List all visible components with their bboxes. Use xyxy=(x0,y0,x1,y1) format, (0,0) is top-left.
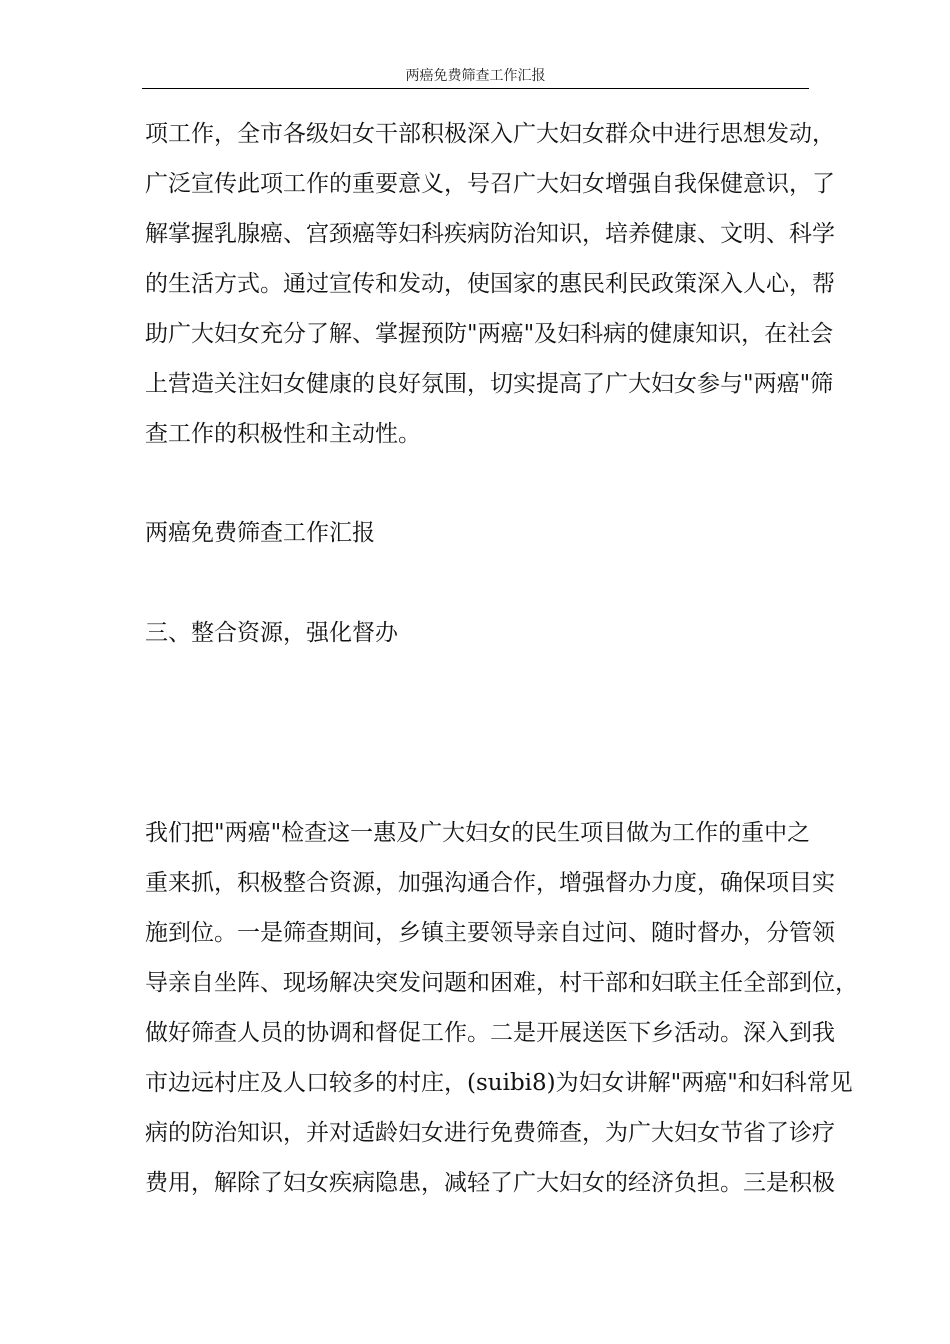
section-heading: 三、整合资源，强化督办 xyxy=(145,620,398,646)
paragraph-line: 助广大妇女充分了解、掌握预防"两癌"及妇科病的健康知识，在社会 xyxy=(145,321,834,347)
header-divider xyxy=(142,88,809,89)
paragraph-line: 解掌握乳腺癌、宫颈癌等妇科疾病防治知识，培养健康、文明、科学 xyxy=(145,221,835,247)
paragraph-line: 费用，解除了妇女疾病隐患，减轻了广大妇女的经济负担。三是积极 xyxy=(145,1170,835,1196)
paragraph-line: 市边远村庄及人口较多的村庄，(suibi8)为妇女讲解"两癌"和妇科常见 xyxy=(145,1070,853,1096)
paragraph-continuation xyxy=(145,109,835,459)
document-title: 两癌免费筛查工作汇报 xyxy=(145,520,375,546)
paragraph-line: 项工作，全市各级妇女干部积极深入广大妇女群众中进行思想发动， xyxy=(145,121,835,147)
paragraph-line: 我们把"两癌"检查这一惠及广大妇女的民生项目做为工作的重中之 xyxy=(145,820,811,846)
paragraph-line: 导亲自坐阵、现场解决突发问题和困难，村干部和妇联主任全部到位， xyxy=(145,970,858,996)
paragraph-line: 病的防治知识，并对适龄妇女进行免费筛查，为广大妇女节省了诊疗 xyxy=(145,1120,835,1146)
paragraph-line: 查工作的积极性和主动性。 xyxy=(145,421,421,447)
paragraph-line: 的生活方式。通过宣传和发动，使国家的惠民利民政策深入人心，帮 xyxy=(145,271,835,297)
paragraph-line: 重来抓，积极整合资源，加强沟通合作，增强督办力度，确保项目实 xyxy=(145,870,835,896)
paragraph-line: 上营造关注妇女健康的良好氛围，切实提高了广大妇女参与"两癌"筛 xyxy=(145,371,834,397)
paragraph-line: 做好筛查人员的协调和督促工作。二是开展送医下乡活动。深入到我 xyxy=(145,1020,835,1046)
page-header: 两癌免费筛查工作汇报 xyxy=(405,68,546,84)
paragraph-line: 广泛宣传此项工作的重要意义，号召广大妇女增强自我保健意识，了 xyxy=(145,171,835,197)
paragraph-body xyxy=(145,808,858,1208)
paragraph-line: 施到位。一是筛查期间，乡镇主要领导亲自过问、随时督办，分管领 xyxy=(145,920,835,946)
